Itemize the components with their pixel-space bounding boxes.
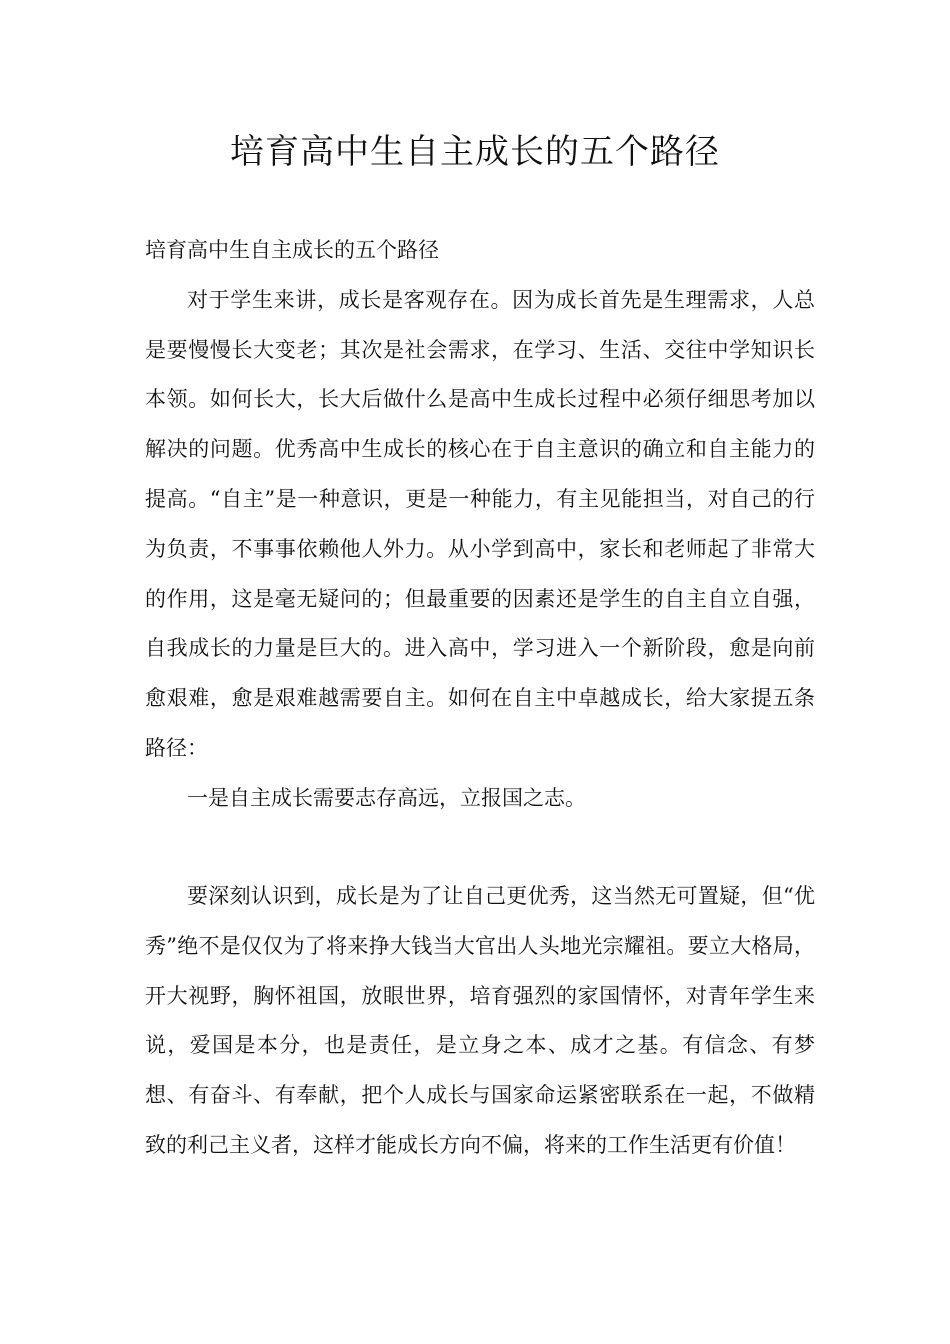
paragraph-path-one-body: 要深刻认识到，成长是为了让自己更优秀，这当然无可置疑，但“优秀”绝不是仅仅为了将来挣大钱当大官出人头地光宗耀祖。要立大格局，开大视野，胸怀祖国，放眼世界，培育强烈的家国情怀，对青年学生来说，爱国是本分，也是责任，是立身之本、成才之基。有信念、有梦想、有奋斗、有奉献，把个人成长与国家命运紧密联系在一起，不做精致的利己主义者，这样才能成长方向不偏，将来的工作生活更有价值！ xyxy=(145,884,815,1157)
body-block-path-one xyxy=(145,872,815,1171)
page-title: 培育高中生自主成长的五个路径 xyxy=(230,132,720,172)
subtitle-line: 培育高中生自主成长的五个路径 xyxy=(145,238,439,262)
paragraph-intro: 对于学生来讲，成长是客观存在。因为成长首先是生理需求，人总是要慢慢长大变老；其次是社会需求，在学习、生活、交往中学知识长本领。如何长大，长大后做什么是高中生成长过程中必须仔细思考加以解决的问题。优秀高中生成长的核心在于自主意识的确立和自主能力的提高。“自主”是一种意识，更是一种能力，有主见能担当，对自己的行为负责，不事事依赖他人外力。从小学到高中，家长和老师起了非常大的作用，这是毫无疑问的；但最重要的因素还是学生的自主自立自强，自我成长的力量是巨大的。进入高中，学习进入一个新阶段，愈是向前愈艰难，愈是艰难越需要自主。如何在自主中卓越成长，给大家提五条路径： xyxy=(145,287,815,760)
body-block-intro xyxy=(145,226,815,824)
paragraph-path-one-heading: 一是自主成长需要志存高远，立报国之志。 xyxy=(187,785,586,810)
